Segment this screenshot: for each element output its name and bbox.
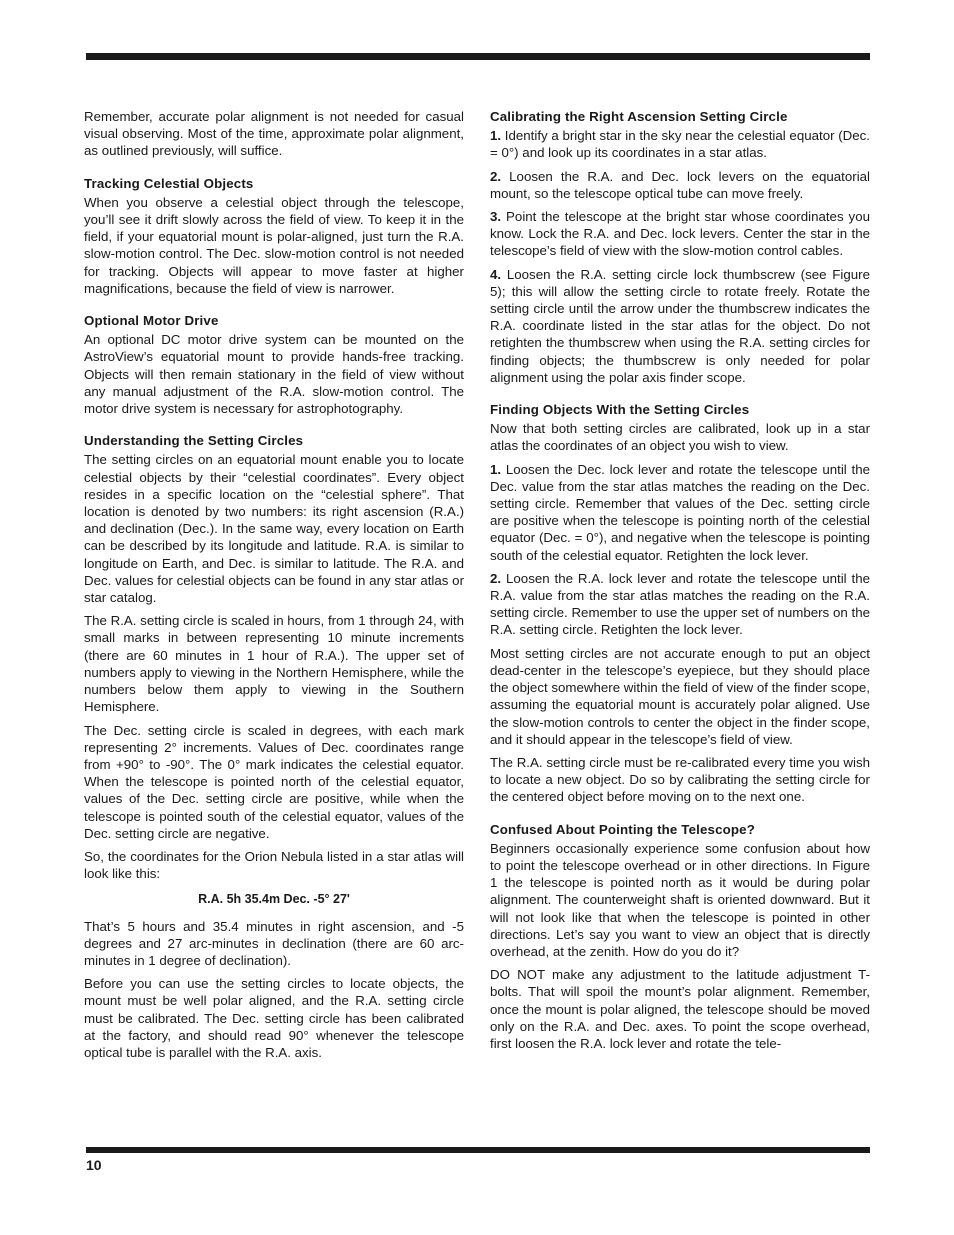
setting-circles-paragraph-3: The Dec. setting circle is scaled in degrees, with each mark representing 2° increments. Values of Dec. coordinates range from +90° to -90°. The 0° mark indicates the celestial equator. When the telescope is pointed north of the celestial equator, values of the Dec. setting circle are positive, while when the telescope is pointed south of the celestial equator, values of the Dec. setting circle are negative. [84,722,464,841]
setting-circles-paragraph-1: The setting circles on an equatorial mount enable you to locate celestial objects by their “celestial coordinates”. Every object resides in a specific location on the “celestial sphere”. That location is denoted by two numbers: its right ascension (R.A.) and declination (Dec.). In the same way, every location on Earth can be described by its longitude and latitude. R.A. is similar to longitude on Earth, and Dec. is similar to latitude. The R.A. and Dec. values for celestial objects can be found in any star atlas or star catalog. [84,452,464,606]
calibrating-step: 1. Identify a bright star in the sky near the celestial equator (Dec. = 0°) and look up its coordinates in a star atlas. [490,128,870,161]
tracking-paragraph: When you observe a celestial object through the telescope, you’ll see it drift slowly across the field of view. To keep it in the field, if your equatorial mount is polar-aligned, just turn the R.A. slow-motion control. The Dec. slow-motion control is not needed for tracking. Objects will appear to move faster at higher magnifications, because the field of view is narrower. [84,194,464,296]
heading-motor-drive: Optional Motor Drive [84,313,219,329]
heading-confused: Confused About Pointing the Telescope? [490,821,755,837]
finding-paragraph-2: The R.A. setting circle must be re-calibrated every time you wish to locate a new object. Do so by calibrating the setting circle for the centered object before moving on to the next one. [490,754,870,805]
calibrating-step: 3. Point the telescope at the bright star whose coordinates you know. Lock the R.A. and Dec. lock levers. Center the star in the telescope’s field of view with the slow-motion control cables. [490,209,870,259]
motor-paragraph: An optional DC motor drive system can be mounted on the AstroView’s equatorial mount to provide hands-free tracking. Objects will then remain stationary in the field of view without any manual adjustment of the R.A. slow-motion control. The motor drive system is necessary for astrophotography. [84,332,464,417]
heading-finding-objects: Finding Objects With the Setting Circles [490,402,750,418]
heading-tracking: Tracking Celestial Objects [84,175,254,191]
setting-circles-paragraph-2: The R.A. setting circle is scaled in hours, from 1 through 24, with small marks in between representing 10 minute increments (there are 60 minutes in 1 hour of R.A.). The upper set of numbers apply to viewing in the Northern Hemisphere, while the numbers below them apply to viewing in the Southern Hemisphere. [84,613,464,715]
setting-circles-paragraph-6: Before you can use the setting circles to locate objects, the mount must be well polar aligned, and the R.A. setting circle must be calibrated. The Dec. setting circle has been calibrated at the factory, and should read 90° whenever the telescope optical tube is parallel with the R.A. axis. [84,976,464,1060]
page-number: 10 [86,1157,102,1173]
calibrating-step: 2. Loosen the R.A. and Dec. lock levers on the equatorial mount, so the telescope optical tube can move freely. [490,168,870,201]
finding-intro: Now that both setting circles are calibrated, look up in a star atlas the coordinates of an object you wish to view. [490,421,870,454]
calibrating-step: 4. Loosen the R.A. setting circle lock thumbscrew (see Figure 5); this will allow the setting circle to rotate freely. Rotate the setting circle until the arrow under the thumbscrew indicates the R.A. coordinate listed in the star atlas for the object. Do not retighten the thumbscrew when using the R.A. setting circles for finding objects; the thumbscrew is only needed for polar alignment using the polar axis finder scope. [490,266,870,385]
confused-paragraph-1: Beginners occasionally experience some confusion about how to point the telescope overhead or in other directions. In Figure 1 the telescope is pointed north as it would be during polar alignment. The counterweight shaft is oriented downward. But it will not look like that when the telescope is pointed in other directions. Let’s say you want to view an object that is directly overhead, at the zenith. How do you do it? [490,840,870,959]
left-column [84,108,464,1067]
intro-paragraph: Remember, accurate polar alignment is not needed for casual visual observing. Most of the time, approximate polar alignment, as outlined previously, will suffice. [84,109,464,159]
finding-paragraph-1: Most setting circles are not accurate enough to put an object dead-center in the telescope’s eyepiece, but they should place the object somewhere within the field of view of the finder scope, assuming the equatorial mount is accurately polar aligned. Use the slow-motion controls to center the object in the finder scope, and it should appear in the telescope’s field of view. [490,645,870,747]
bottom-rule [86,1147,870,1153]
right-column [490,108,870,1058]
confused-paragraph-2: DO NOT make any adjustment to the latitude adjustment T-bolts. That will spoil the mount’s polar alignment. Remember, once the mount is polar aligned, the telescope should be moved only on the R.A. and Dec. axes. To point the scope overhead, first loosen the R.A. lock lever and rotate the tele- [490,967,870,1051]
finding-step: 1. Loosen the Dec. lock lever and rotate the telescope until the Dec. value from the star atlas matches the reading on the Dec. setting circle. Remember that values of the Dec. setting circle are positive when the telescope is pointing north of the celestial equator (Dec. = 0°), and negative when the telescope is pointing south of the celestial equator. Retighten the lock lever. [490,461,870,563]
setting-circles-paragraph-5: That’s 5 hours and 35.4 minutes in right ascension, and -5 degrees and 27 arc-minutes in declination (there are 60 arc-minutes in 1 degree of declination). [84,918,464,968]
finding-step: 2. Loosen the R.A. lock lever and rotate the telescope until the R.A. value from the star atlas matches the reading on the R.A. setting circle. Remember to use the upper set of numbers on the R.A. setting circle. Retighten the lock lever. [490,570,870,638]
heading-calibrating: Calibrating the Right Ascension Setting Circle [490,109,788,124]
orion-coordinates: R.A. 5h 35.4m Dec. -5° 27' [198,892,350,907]
setting-circles-paragraph-4: So, the coordinates for the Orion Nebula listed in a star atlas will look like this: [84,848,464,882]
top-rule [86,53,870,60]
heading-setting-circles: Understanding the Setting Circles [84,433,304,449]
